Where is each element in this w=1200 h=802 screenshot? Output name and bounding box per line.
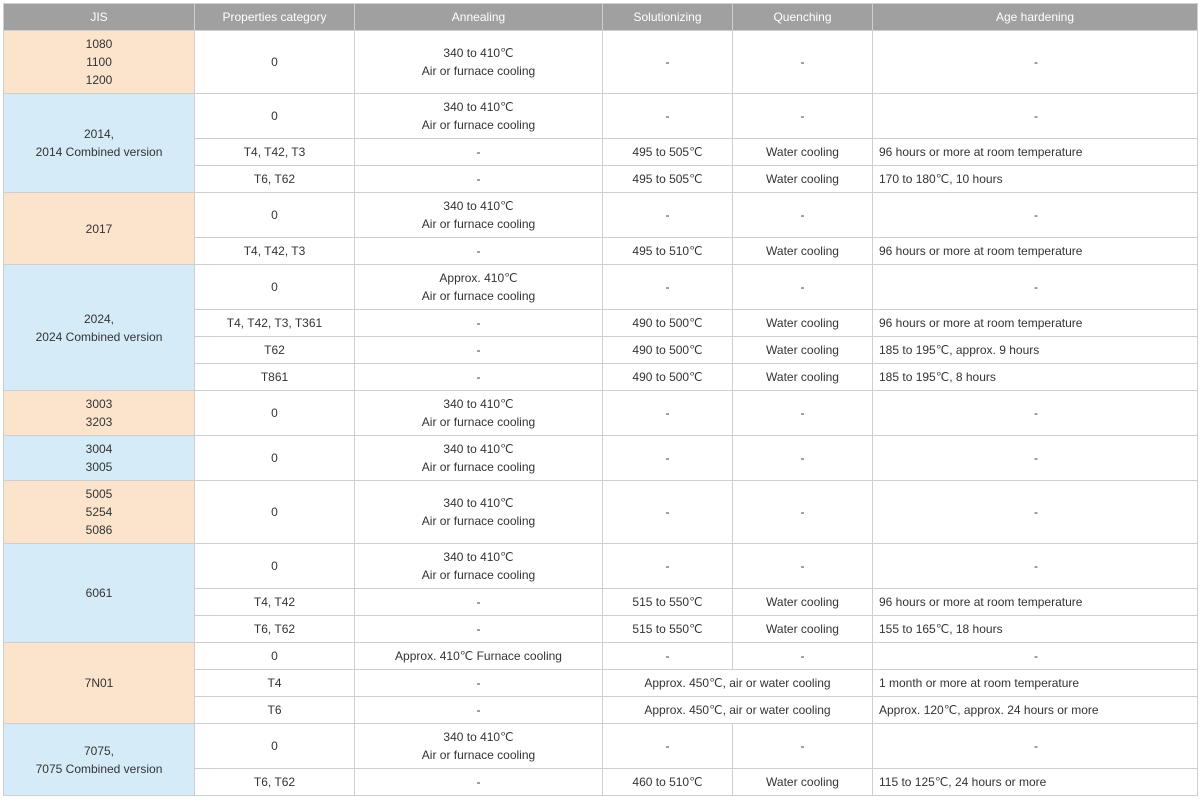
annealing-line: - — [476, 172, 481, 186]
annealing-cell — [355, 769, 603, 796]
quenching-cell: - — [733, 193, 873, 238]
annealing-line: - — [476, 370, 481, 384]
solutionizing-cell: - — [603, 391, 733, 436]
properties-category-cell: T6, T62 — [195, 616, 355, 643]
annealing-cell — [355, 94, 603, 139]
annealing-line: Air or furnace cooling — [421, 460, 536, 474]
solutionizing-cell: 460 to 510℃ — [603, 769, 733, 796]
quenching-cell: Water cooling — [733, 166, 873, 193]
jis-line: 2024 Combined version — [35, 329, 163, 344]
header-solutionizing: Solutionizing — [603, 4, 733, 31]
quenching-cell: Water cooling — [733, 139, 873, 166]
properties-category-cell: T6 — [195, 697, 355, 724]
header-properties-category: Properties category — [195, 4, 355, 31]
age-hardening-cell: 96 hours or more at room temperature — [873, 238, 1198, 265]
age-hardening-cell: - — [873, 31, 1198, 94]
annealing-cell — [355, 697, 603, 724]
annealing-line: - — [476, 775, 481, 789]
solutionizing-cell: - — [603, 265, 733, 310]
jis-cell — [4, 544, 195, 643]
age-hardening-cell: - — [873, 724, 1198, 769]
annealing-line: - — [476, 676, 481, 690]
jis-line: 2014 Combined version — [35, 145, 163, 159]
annealing-line: 340 to 410℃ — [443, 442, 514, 456]
solutionizing-quenching-cell: Approx. 450℃, air or water cooling — [603, 670, 873, 697]
annealing-cell — [355, 265, 603, 310]
table-body — [4, 31, 1198, 796]
jis-line: 3005 — [85, 460, 113, 474]
quenching-cell: - — [733, 544, 873, 589]
solutionizing-cell: 515 to 550℃ — [603, 589, 733, 616]
quenching-cell: Water cooling — [733, 769, 873, 796]
annealing-cell — [355, 616, 603, 643]
solutionizing-cell: - — [603, 481, 733, 544]
age-hardening-cell: - — [873, 94, 1198, 139]
solutionizing-cell: 490 to 500℃ — [603, 364, 733, 391]
annealing-cell — [355, 310, 603, 337]
properties-category-cell: T4 — [195, 670, 355, 697]
annealing-line: Air or furnace cooling — [421, 64, 536, 78]
annealing-cell — [355, 670, 603, 697]
age-hardening-cell: 115 to 125℃, 24 hours or more — [873, 769, 1198, 796]
properties-category-cell: T4, T42, T3 — [195, 238, 355, 265]
properties-category-cell: T6, T62 — [195, 166, 355, 193]
age-hardening-cell: 96 hours or more at room temperature — [873, 139, 1198, 166]
table-row — [4, 193, 1198, 238]
header-age-hardening: Age hardening — [873, 4, 1198, 31]
table-row — [4, 31, 1198, 94]
properties-category-cell: 0 — [195, 544, 355, 589]
solutionizing-cell: 495 to 510℃ — [603, 238, 733, 265]
annealing-cell — [355, 481, 603, 544]
annealing-line: Air or furnace cooling — [421, 514, 536, 528]
jis-line: 7075 Combined version — [35, 761, 163, 776]
properties-category-cell: 0 — [195, 193, 355, 238]
age-hardening-cell: - — [873, 193, 1198, 238]
annealing-line: 340 to 410℃ — [443, 730, 514, 744]
table-row — [4, 724, 1198, 769]
age-hardening-cell: - — [873, 481, 1198, 544]
quenching-cell: - — [733, 724, 873, 769]
jis-line: 5254 — [85, 505, 113, 519]
annealing-line: Air or furnace cooling — [421, 415, 536, 429]
annealing-cell — [355, 391, 603, 436]
jis-line: 3203 — [85, 415, 113, 429]
jis-line: 2024, — [83, 311, 115, 326]
properties-category-cell: T861 — [195, 364, 355, 391]
age-hardening-cell: - — [873, 544, 1198, 589]
solutionizing-cell: 495 to 505℃ — [603, 166, 733, 193]
jis-line: 7075, — [83, 743, 115, 758]
annealing-line: - — [476, 145, 481, 159]
properties-category-cell: T62 — [195, 337, 355, 364]
annealing-line: Air or furnace cooling — [421, 568, 536, 582]
header-jis: JIS — [4, 4, 195, 31]
jis-line: 3004 — [85, 442, 113, 456]
solutionizing-cell: - — [603, 31, 733, 94]
annealing-cell — [355, 643, 603, 670]
jis-line: 7N01 — [84, 676, 114, 690]
jis-line: 5086 — [85, 523, 113, 537]
annealing-line: - — [476, 703, 481, 717]
properties-category-cell: 0 — [195, 391, 355, 436]
quenching-cell: - — [733, 265, 873, 310]
annealing-cell — [355, 139, 603, 166]
jis-cell — [4, 265, 195, 391]
age-hardening-cell: 96 hours or more at room temperature — [873, 310, 1198, 337]
header-annealing: Annealing — [355, 4, 603, 31]
age-hardening-cell: 155 to 165℃, 18 hours — [873, 616, 1198, 643]
solutionizing-cell: - — [603, 436, 733, 481]
annealing-cell — [355, 364, 603, 391]
annealing-cell — [355, 436, 603, 481]
quenching-cell: - — [733, 481, 873, 544]
jis-cell — [4, 31, 195, 94]
age-hardening-cell: 1 month or more at room temperature — [873, 670, 1198, 697]
jis-cell — [4, 436, 195, 481]
jis-line: 2014, — [83, 127, 115, 141]
solutionizing-cell: 495 to 505℃ — [603, 139, 733, 166]
properties-category-cell: 0 — [195, 643, 355, 670]
solutionizing-cell: 515 to 550℃ — [603, 616, 733, 643]
properties-category-cell: 0 — [195, 31, 355, 94]
solutionizing-cell: - — [603, 94, 733, 139]
jis-cell — [4, 724, 195, 796]
table-row — [4, 481, 1198, 544]
annealing-cell — [355, 166, 603, 193]
table-row — [4, 436, 1198, 481]
quenching-cell: - — [733, 31, 873, 94]
annealing-cell — [355, 544, 603, 589]
table-row — [4, 544, 1198, 589]
jis-cell — [4, 481, 195, 544]
jis-line: 1200 — [85, 73, 113, 87]
age-hardening-cell: - — [873, 643, 1198, 670]
properties-category-cell: T4, T42, T3, T361 — [195, 310, 355, 337]
solutionizing-cell: 490 to 500℃ — [603, 310, 733, 337]
header-row — [4, 4, 1198, 31]
annealing-line: - — [476, 343, 481, 357]
age-hardening-cell: - — [873, 436, 1198, 481]
properties-category-cell: T6, T62 — [195, 769, 355, 796]
annealing-line: 340 to 410℃ — [443, 46, 514, 60]
quenching-cell: Water cooling — [733, 337, 873, 364]
table-row — [4, 643, 1198, 670]
jis-cell — [4, 391, 195, 436]
age-hardening-cell: 185 to 195℃, 8 hours — [873, 364, 1198, 391]
jis-cell — [4, 193, 195, 265]
age-hardening-cell: - — [873, 391, 1198, 436]
age-hardening-cell: 170 to 180℃, 10 hours — [873, 166, 1198, 193]
table-row — [4, 94, 1198, 139]
age-hardening-cell: 185 to 195℃, approx. 9 hours — [873, 337, 1198, 364]
annealing-line: Air or furnace cooling — [421, 118, 536, 132]
jis-cell — [4, 643, 195, 724]
properties-category-cell: T4, T42, T3 — [195, 139, 355, 166]
annealing-line: 340 to 410℃ — [443, 397, 514, 411]
quenching-cell: Water cooling — [733, 616, 873, 643]
annealing-cell — [355, 724, 603, 769]
header-quenching: Quenching — [733, 4, 873, 31]
solutionizing-cell: - — [603, 643, 733, 670]
quenching-cell: - — [733, 391, 873, 436]
quenching-cell: - — [733, 94, 873, 139]
annealing-line: - — [476, 622, 481, 636]
age-hardening-cell: 96 hours or more at room temperature — [873, 589, 1198, 616]
annealing-cell — [355, 238, 603, 265]
quenching-cell: Water cooling — [733, 310, 873, 337]
properties-category-cell: 0 — [195, 94, 355, 139]
jis-cell — [4, 94, 195, 193]
properties-category-cell: 0 — [195, 481, 355, 544]
table-row — [4, 391, 1198, 436]
jis-line: 6061 — [85, 586, 113, 600]
annealing-line: 340 to 410℃ — [443, 550, 514, 564]
age-hardening-cell: - — [873, 265, 1198, 310]
properties-category-cell: T4, T42 — [195, 589, 355, 616]
solutionizing-quenching-cell: Approx. 450℃, air or water cooling — [603, 697, 873, 724]
quenching-cell: Water cooling — [733, 589, 873, 616]
annealing-cell — [355, 193, 603, 238]
age-hardening-cell: Approx. 120℃, approx. 24 hours or more — [873, 697, 1198, 724]
annealing-cell — [355, 589, 603, 616]
annealing-cell — [355, 31, 603, 94]
quenching-cell: - — [733, 643, 873, 670]
solutionizing-cell: 490 to 500℃ — [603, 337, 733, 364]
jis-line: 1080 — [85, 37, 113, 51]
quenching-cell: Water cooling — [733, 364, 873, 391]
jis-line: 2017 — [85, 221, 113, 236]
quenching-cell: Water cooling — [733, 238, 873, 265]
solutionizing-cell: - — [603, 544, 733, 589]
properties-category-cell: 0 — [195, 265, 355, 310]
annealing-line: 340 to 410℃ — [443, 496, 514, 510]
annealing-line: - — [476, 595, 481, 609]
solutionizing-cell: - — [603, 193, 733, 238]
annealing-line: - — [476, 316, 481, 330]
jis-line: 3003 — [85, 397, 113, 411]
heat-treatment-table — [3, 3, 1198, 796]
annealing-line: Air or furnace cooling — [421, 289, 536, 303]
jis-line: 1100 — [86, 55, 112, 69]
properties-category-cell: 0 — [195, 724, 355, 769]
quenching-cell: - — [733, 436, 873, 481]
annealing-line: 340 to 410℃ — [443, 199, 514, 213]
table-row — [4, 265, 1198, 310]
annealing-line: - — [476, 244, 481, 258]
solutionizing-cell: - — [603, 724, 733, 769]
annealing-line: Air or furnace cooling — [421, 217, 536, 231]
annealing-line: Approx. 410℃ — [439, 271, 518, 285]
properties-category-cell: 0 — [195, 436, 355, 481]
jis-line: 5005 — [85, 487, 113, 501]
annealing-line: Air or furnace cooling — [421, 748, 536, 762]
annealing-line: Approx. 410℃ Furnace cooling — [395, 649, 562, 663]
annealing-line: 340 to 410℃ — [443, 100, 514, 114]
annealing-cell — [355, 337, 603, 364]
